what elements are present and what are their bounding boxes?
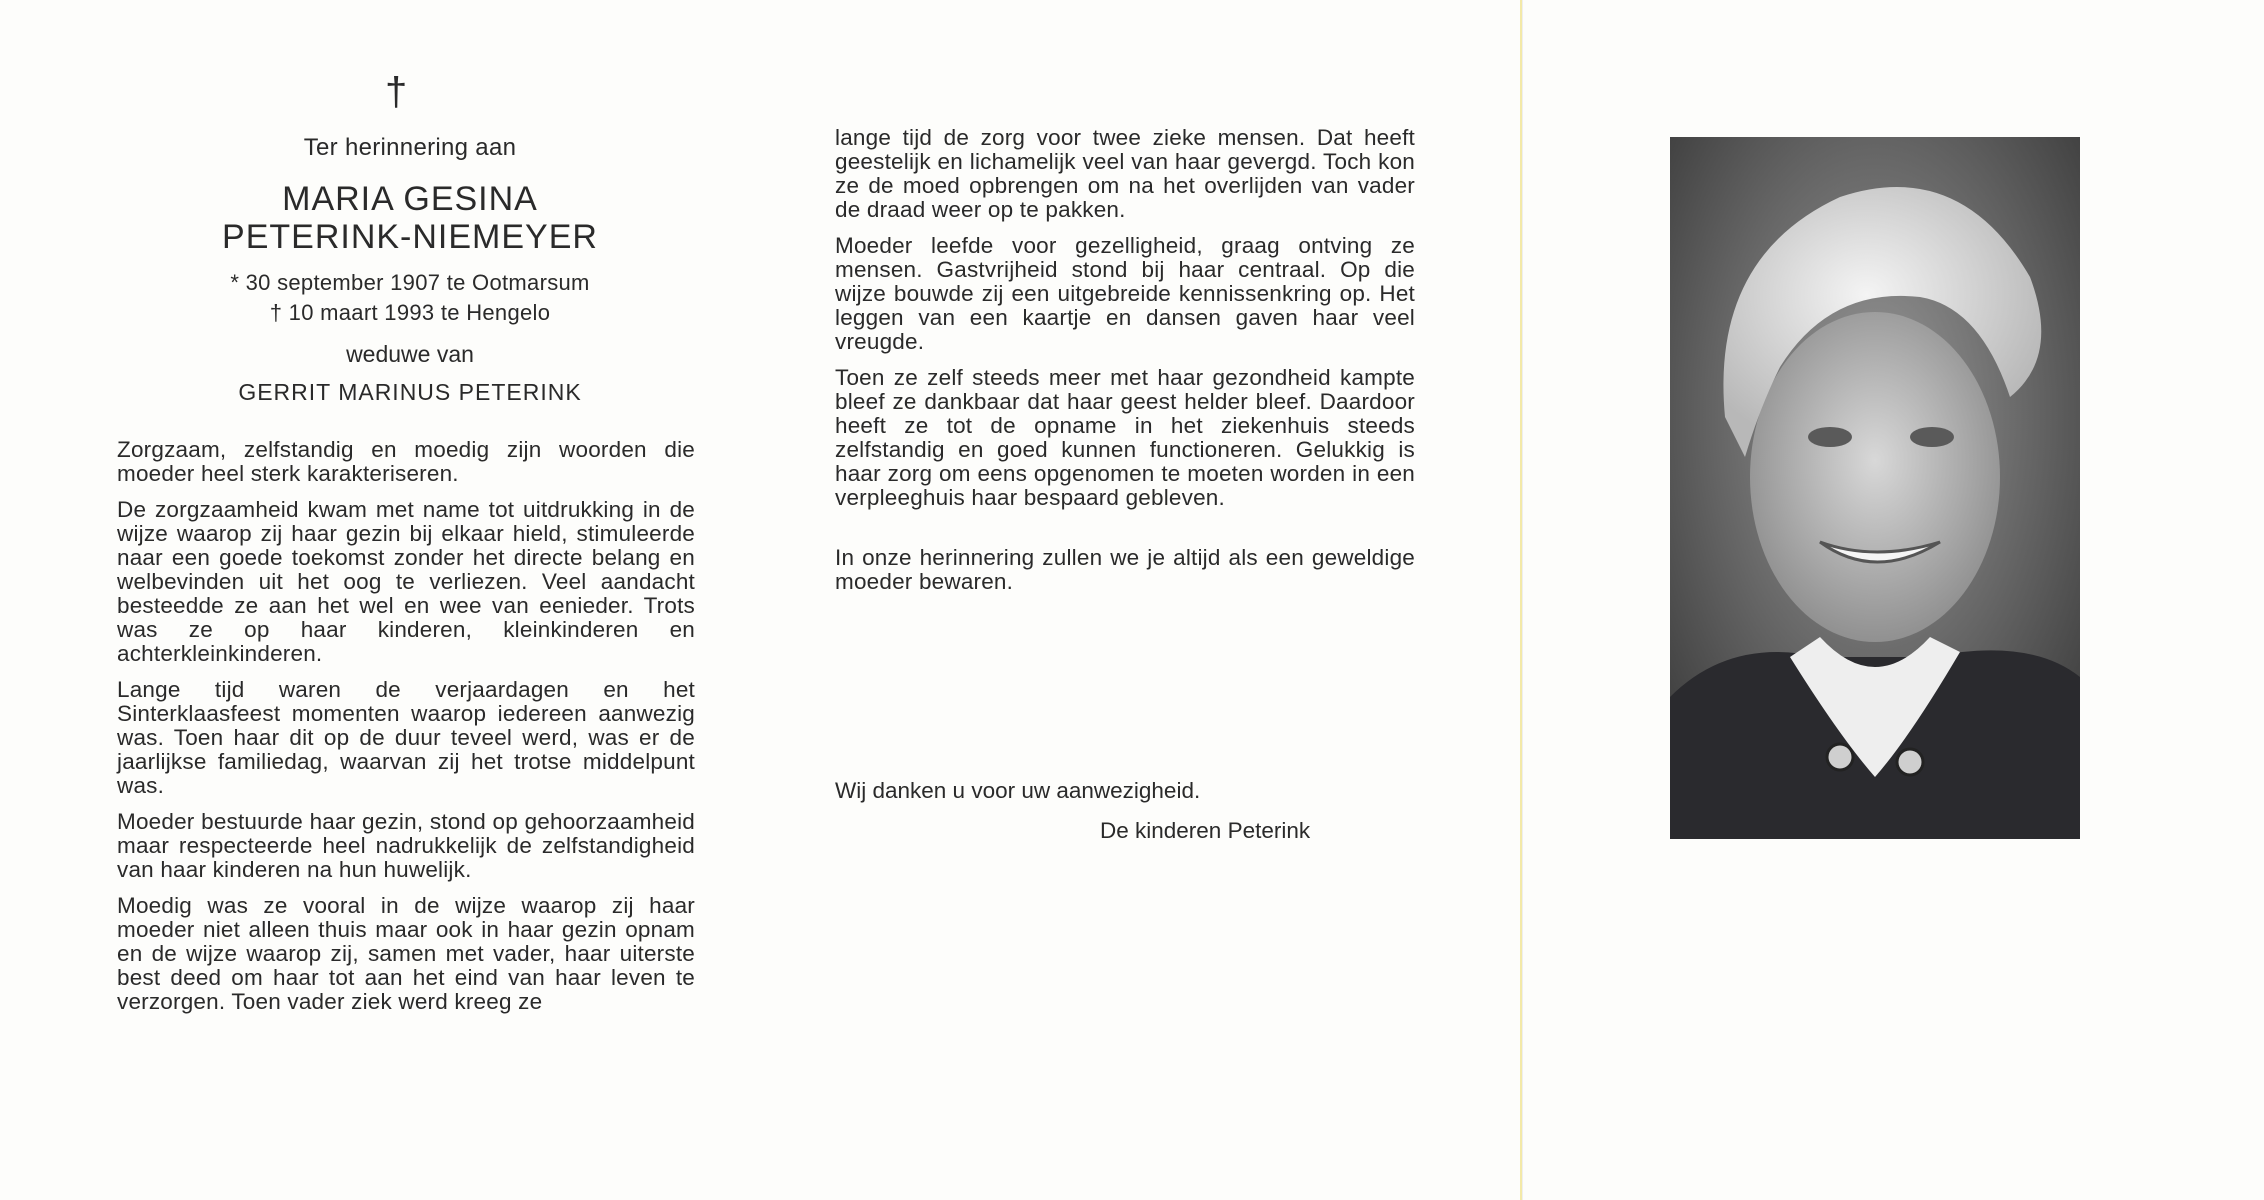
birth-date: * 30 september 1907 te Ootmarsum [230, 270, 590, 295]
paragraph: In onze herinnering zullen we je altijd als een geweldige moeder bewaren. [835, 545, 1415, 594]
paragraph: De zorgzaamheid kwam met name tot uitdrukking in de wijze waarop zij haar gezin bij elkaar hield, stimuleerde naar een goede toekomst zonder het directe belang en welbevinden uit het oog te verliezen. Veel aandacht besteedde ze aan het wel en wee van eenieder. Trots was ze op haar kinderen, kleinkinderen en achterkleinkinderen. [117, 497, 695, 666]
paragraph: Moeder leefde voor gezelligheid, graag ontving ze mensen. Gastvrijheid stond bij haar centraal. Op die wijze bouwde zij een uitgebreide kennissenkring op. Het leggen van een kaartje en dansen gaven haar veel vreugde. [835, 233, 1415, 354]
thanks-text: Wij danken u voor uw aanwezigheid. [835, 778, 1201, 803]
death-date: † 10 maart 1993 te Hengelo [269, 300, 551, 325]
signature: De kinderen Peterink [1100, 818, 1311, 843]
paragraph: Toen ze zelf steeds meer met haar gezondheid kampte bleef ze dankbaar dat haar geest helder bleef. Daardoor heeft ze tot de opname in het ziekenhuis steeds zelfstandig en goed kunnen functioneren. Gelukkig is haar zorg om eens opgenomen te moeten worden in een verpleeghuis haar bespaard gebleven. [835, 365, 1415, 510]
paragraph: lange tijd de zorg voor twee zieke mensen. Dat heeft geestelijk en lichamelijk veel van haar gevergd. Toch kon ze de moed opbrengen om na het overlijden van vader de draad weer op te pakken. [835, 125, 1415, 222]
deceased-name-line1: MARIA GESINA [282, 180, 538, 218]
paragraph: Moeder bestuurde haar gezin, stond op gehoorzaamheid maar respecteerde heel nadrukkelijk de zelfstandigheid van haar kinderen na hun huwelijk. [117, 809, 695, 882]
paragraph: Lange tijd waren de verjaardagen en het Sinterklaasfeest momenten waarop iedereen aanwezig was. Toen haar dit op de duur teveel werd, was er de jaarlijkse familiedag, waarvan zij het trotse middelpunt was. [117, 677, 695, 798]
middle-body-text [835, 126, 1415, 606]
paragraph: Moedig was ze vooral in de wijze waarop zij haar moeder niet alleen thuis maar ook in haar gezin opnam en de wijze waarop zij, samen met vader, haar uiterste best deed om haar tot aan het eind van haar leven te verzorgen. Toen vader ziek werd kreeg ze [117, 893, 695, 1014]
deceased-name-line2: PETERINK-NIEMEYER [222, 218, 598, 256]
left-body-text [117, 438, 695, 1026]
paragraph: Zorgzaam, zelfstandig en moedig zijn woorden die moeder heel sterk karakteriseren. [117, 437, 695, 486]
left-panel [0, 0, 760, 1200]
widow-of-label: weduwe van [346, 341, 474, 367]
intro-text: Ter herinnering aan [303, 134, 517, 161]
portrait-photo [1670, 137, 2080, 839]
cross-icon: † [385, 70, 408, 114]
husband-name: GERRIT MARINUS PETERINK [238, 379, 582, 405]
